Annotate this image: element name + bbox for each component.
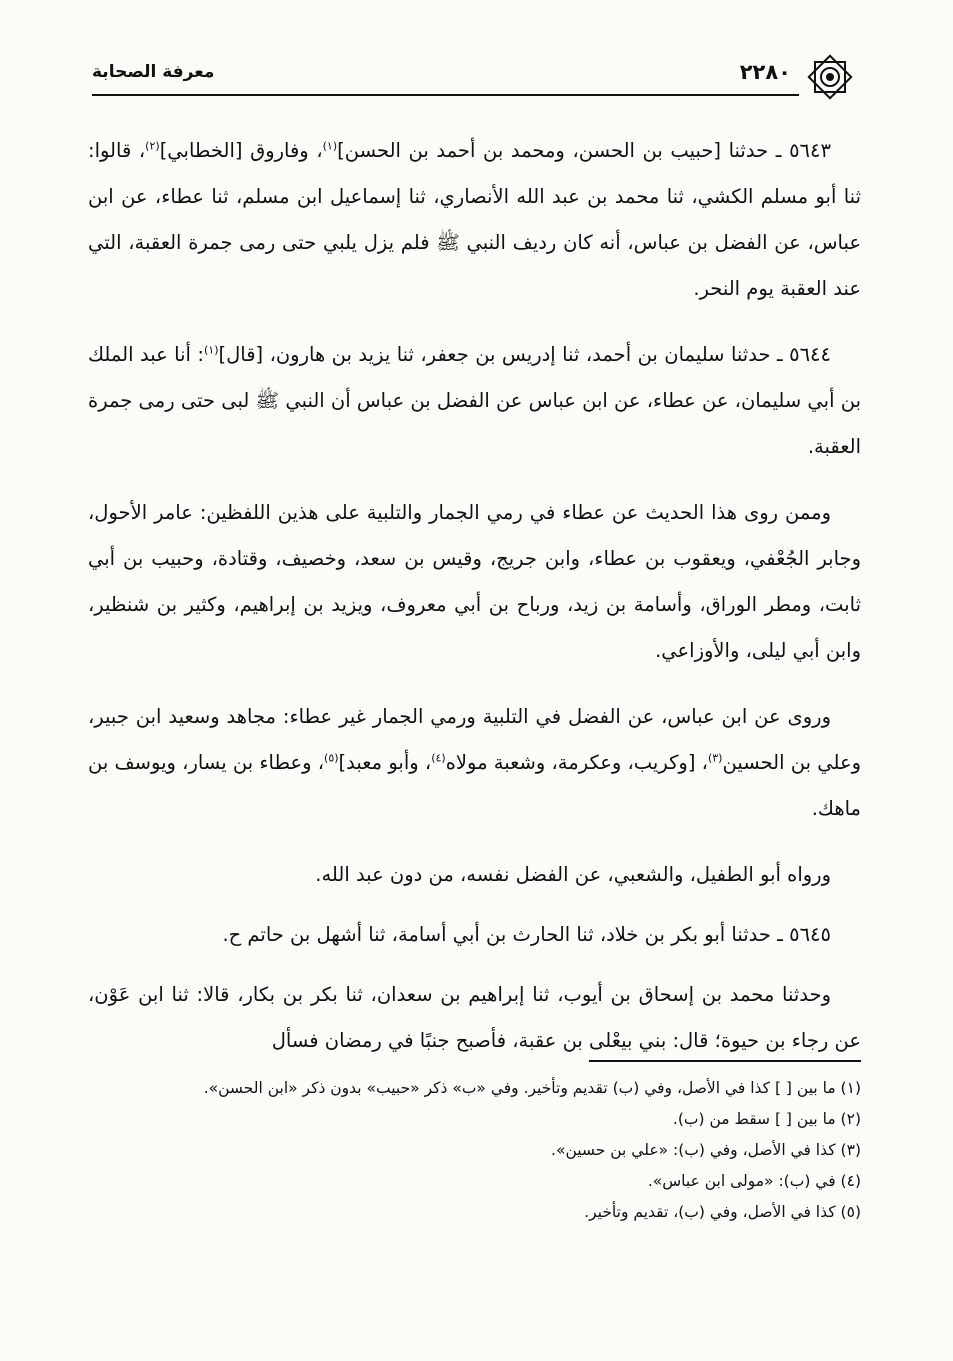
book-title: معرفة الصحابة — [92, 62, 215, 82]
commentary-paragraph — [88, 694, 861, 832]
page-header — [92, 56, 861, 96]
main-text — [88, 128, 861, 1084]
hadith-paragraph — [88, 128, 861, 312]
text-run: وحدثنا محمد بن إسحاق بن أيوب، ثنا إبراهيم بن سعدان، ثنا بكر بن بكار، قالا: ثنا ابن عَوْن، عن رجاء بن حيوة؛ قال: بني بيعْلى بن عقبة، فأصبح جنبًا في رمضان فسأل — [88, 983, 861, 1052]
hadith-paragraph — [88, 332, 861, 470]
footnote-marker: (٥) — [324, 751, 339, 765]
footnote-marker: (٢) — [145, 139, 160, 153]
footnote-marker: (١) — [203, 343, 219, 357]
commentary-paragraph — [88, 490, 861, 674]
text-run: وممن روى هذا الحديث عن عطاء في رمي الجمار والتلبية على هذين اللفظين: عامر الأحول، وجابر الجُعْفي، ويعقوب بن عطاء، وابن جريج، وقيس بن سعد، وخصيف، وقتادة، وحبيب بن أبي ثابت، ومطر الوراق، وأسامة بن زيد، ورباح بن أبي معروف، ويزيد بن إبراهيم، وكثير بن شنظير، وابن أبي ليلى، والأوزاعي. — [88, 501, 861, 662]
page-number: ٢٢٨٠ — [739, 60, 791, 84]
text-run: ، وأبو معبد] — [338, 751, 432, 774]
text-run: ، قالوا: ثنا أبو مسلم الكشي، ثنا محمد بن عبد الله الأنصاري، ثنا إسماعيل ابن مسلم، ثنا عطاء، عن ابن عباس، عن الفضل بن عباس، أنه كان رديف النبي ﷺ فلم يزل يلبي حتى رمى جمرة العقبة، التي عند العقبة يوم النحر. — [88, 139, 861, 300]
text-run: : أنا عبد الملك بن أبي سليمان، عن عطاء، عن ابن عباس عن الفضل بن عباس أن النبي ﷺ لبى حتى رمى جمرة العقبة. — [88, 343, 861, 458]
text-run: ، [وكريب، وعكرمة، وشعبة مولاه — [445, 751, 708, 774]
footnote: (٣) كذا في الأصل، وفي (ب): «علي بن حسين». — [551, 1141, 861, 1159]
footnote-rule — [589, 1060, 861, 1062]
footnote: (٢) ما بين [ ] سقط من (ب). — [672, 1110, 861, 1128]
footnote: (١) ما بين [ ] كذا في الأصل، وفي (ب) تقديم وتأخير. وفي «ب» ذكر «حبيب» بدون ذكر «ابن الحسن». — [203, 1079, 861, 1097]
footnotes — [88, 1074, 861, 1229]
text-run: ٥٦٤٤ ـ حدثنا سليمان بن أحمد، ثنا إدريس بن جعفر، ثنا يزيد بن هارون، [قال] — [218, 343, 831, 366]
footnote: (٥) كذا في الأصل، وفي (ب)، تقديم وتأخير. — [584, 1203, 861, 1221]
footnote-marker: (٣) — [707, 751, 723, 765]
text-run: وروى عن ابن عباس، عن الفضل في التلبية ورمي الجمار غير عطاء: مجاهد وسعيد ابن جبير، وعلي بن الحسين — [88, 705, 862, 774]
text-run: ورواه أبو الطفيل، والشعبي، عن الفضل نفسه، من دون عبد الله. — [315, 863, 831, 886]
text-run: ٥٦٤٥ ـ حدثنا أبو بكر بن خلاد، ثنا الحارث بن أبي أسامة، ثنا أشهل بن حاتم ح. — [222, 923, 831, 946]
footnote-marker: (٤) — [431, 751, 446, 765]
commentary-paragraph — [88, 852, 861, 898]
text-run: ، وفاروق [الخطابي] — [159, 139, 323, 162]
text-run: ٥٦٤٣ ـ حدثنا [حبيب بن الحسن، ومحمد بن أحمد بن الحسن] — [337, 139, 831, 162]
footnote-marker: (١) — [322, 139, 338, 153]
hadith-paragraph — [88, 972, 861, 1064]
text-run: ، وعطاء بن يسار، ويوسف بن ماهك. — [88, 751, 861, 820]
hadith-paragraph — [88, 912, 861, 958]
header-rule — [92, 94, 799, 96]
footnote: (٤) في (ب): «مولى ابن عباس». — [647, 1172, 861, 1190]
page-ornament-icon — [805, 52, 855, 102]
